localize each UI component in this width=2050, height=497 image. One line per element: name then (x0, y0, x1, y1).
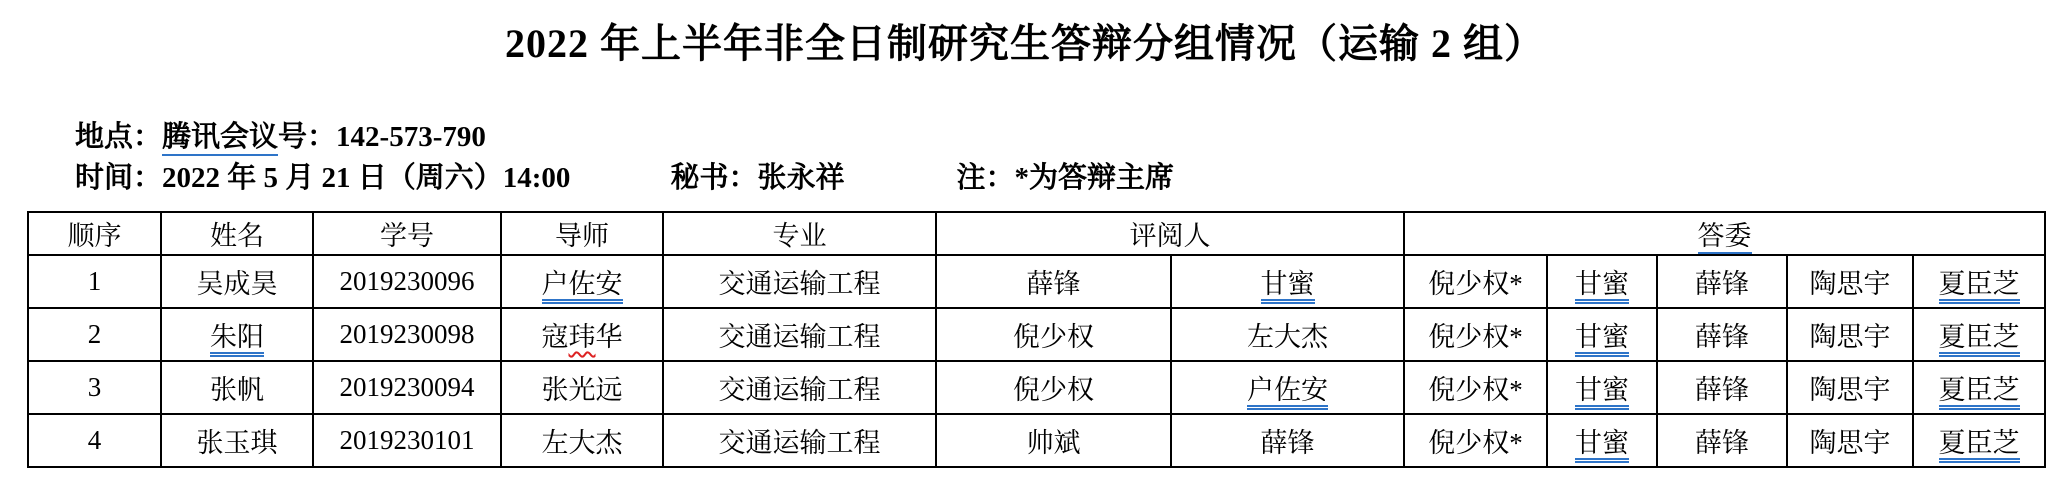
note-text: 注：*为答辩主席 (956, 162, 1174, 194)
cell-advisor: 左大杰 (501, 414, 663, 467)
col-header-major: 专业 (663, 212, 936, 255)
cell-committee3: 薛锋 (1657, 308, 1787, 361)
time-value: 2022 年 5 月 21 日（周六）14:00 (162, 162, 571, 194)
location-line (75, 117, 2050, 158)
cell-advisor: 户佐安 (501, 255, 663, 308)
time-label: 时间： (75, 162, 163, 194)
cell-order: 4 (28, 414, 161, 467)
cell-committee2: 甘蜜 (1547, 414, 1657, 467)
cell-reviewer1: 帅斌 (936, 414, 1171, 467)
cell-committee1: 倪少权* (1404, 255, 1547, 308)
cell-reviewer2: 薛锋 (1171, 414, 1404, 467)
cell-order: 2 (28, 308, 161, 361)
table-row (28, 361, 2045, 414)
tencent-meeting-text: 腾讯会议 (162, 121, 278, 156)
cell-committee4: 陶思宇 (1787, 308, 1913, 361)
time-line (75, 158, 2050, 199)
cell-committee3: 薛锋 (1657, 255, 1787, 308)
col-header-order: 顺序 (28, 212, 161, 255)
location-label: 地点： (75, 121, 163, 153)
meeting-number: 142-573-790 (336, 121, 486, 153)
cell-reviewer2: 甘蜜 (1171, 255, 1404, 308)
cell-name: 吴成昊 (161, 255, 313, 308)
cell-advisor: 张光远 (501, 361, 663, 414)
cell-reviewer1: 倪少权 (936, 361, 1171, 414)
cell-major: 交通运输工程 (663, 361, 936, 414)
table-row (28, 255, 2045, 308)
cell-committee4: 陶思宇 (1787, 414, 1913, 467)
cell-student-id: 2019230094 (313, 361, 501, 414)
col-header-advisor: 导师 (501, 212, 663, 255)
cell-order: 3 (28, 361, 161, 414)
cell-student-id: 2019230096 (313, 255, 501, 308)
cell-committee2: 甘蜜 (1547, 361, 1657, 414)
defense-group-table (27, 211, 2046, 468)
col-header-student-id: 学号 (313, 212, 501, 255)
meeting-info (75, 117, 2050, 199)
cell-committee1: 倪少权* (1404, 308, 1547, 361)
col-header-reviewers: 评阅人 (936, 212, 1404, 255)
cell-major: 交通运输工程 (663, 308, 936, 361)
cell-committee3: 薛锋 (1657, 414, 1787, 467)
col-header-name: 姓名 (161, 212, 313, 255)
cell-advisor: 寇玮华 (501, 308, 663, 361)
cell-major: 交通运输工程 (663, 255, 936, 308)
cell-committee5: 夏臣芝 (1913, 255, 2045, 308)
cell-reviewer1: 倪少权 (936, 308, 1171, 361)
cell-student-id: 2019230098 (313, 308, 501, 361)
cell-committee2: 甘蜜 (1547, 308, 1657, 361)
cell-committee5: 夏臣芝 (1913, 361, 2045, 414)
cell-name: 张玉琪 (161, 414, 313, 467)
misspelled-char: 玮 (568, 322, 596, 352)
cell-reviewer2: 户佐安 (1171, 361, 1404, 414)
cell-committee5: 夏臣芝 (1913, 414, 2045, 467)
cell-committee4: 陶思宇 (1787, 361, 1913, 414)
cell-order: 1 (28, 255, 161, 308)
cell-committee2: 甘蜜 (1547, 255, 1657, 308)
cell-name: 朱阳 (161, 308, 313, 361)
location-suffix: 号： (278, 121, 337, 153)
header-row (28, 212, 2045, 255)
cell-reviewer1: 薛锋 (936, 255, 1171, 308)
cell-major: 交通运输工程 (663, 414, 936, 467)
cell-student-id: 2019230101 (313, 414, 501, 467)
page-title: 2022 年上半年非全日制研究生答辩分组情况（运输 2 组） (505, 21, 1545, 66)
cell-committee4: 陶思宇 (1787, 255, 1913, 308)
cell-committee1: 倪少权* (1404, 361, 1547, 414)
cell-committee1: 倪少权* (1404, 414, 1547, 467)
cell-name: 张帆 (161, 361, 313, 414)
cell-reviewer2: 左大杰 (1171, 308, 1404, 361)
col-header-committee: 答委 (1404, 212, 2045, 255)
cell-committee3: 薛锋 (1657, 361, 1787, 414)
cell-committee5: 夏臣芝 (1913, 308, 2045, 361)
secretary-text: 秘书：张永祥 (670, 162, 845, 194)
table-row (28, 414, 2045, 467)
table-row (28, 308, 2045, 361)
